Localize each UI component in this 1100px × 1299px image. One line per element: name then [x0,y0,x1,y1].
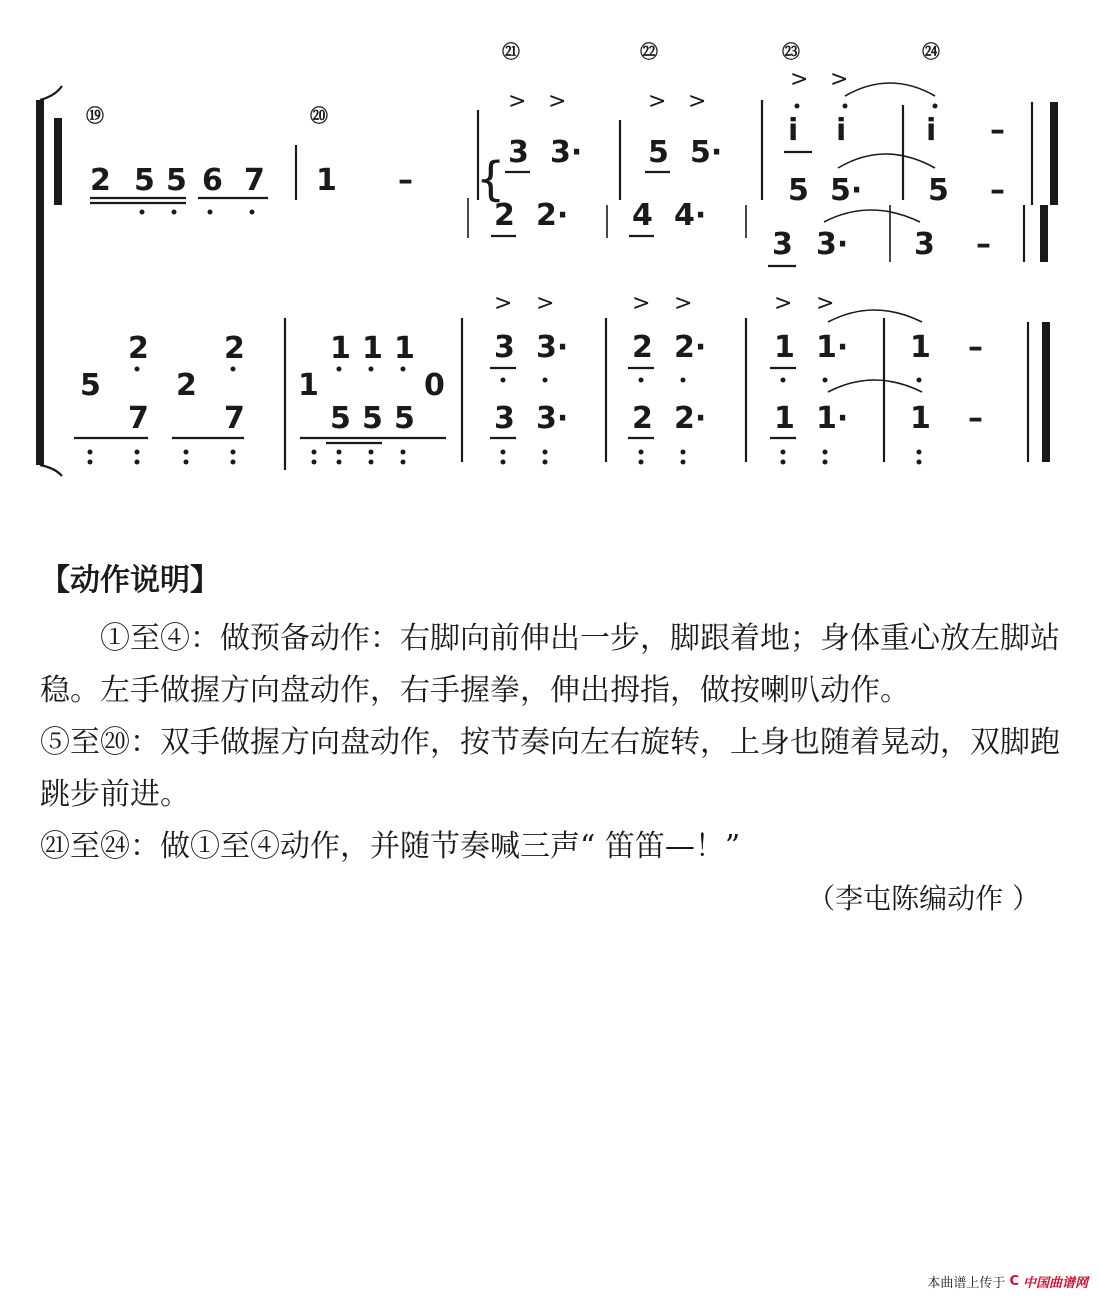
svg-text:–: – [990,173,1005,208]
svg-text:1: 1 [910,330,931,365]
svg-text:3: 3 [494,330,515,365]
svg-text:>: > [508,89,527,114]
upload-footer [927,1272,1088,1291]
svg-text:>: > [790,67,809,92]
svg-text:–: – [398,163,413,198]
svg-text:–: – [968,330,983,365]
measure-number-22: ㉒ [640,42,658,63]
svg-text:3·: 3· [550,135,583,170]
measure-number-19: ⑲ [86,106,104,127]
notes-paragraph-2: ⑤至⑳：双手做握方向盘动作，按节奏向左右旋转，上身也随着晃动，双脚跑跳步前进。 [40,725,1060,812]
accompaniment-measure-20 [298,331,446,465]
svg-text:3·: 3· [816,227,849,262]
svg-text:2: 2 [632,330,653,365]
system-brace-hook [40,86,62,100]
svg-text:5: 5 [166,163,187,198]
svg-text:1: 1 [774,330,795,365]
svg-text:5·: 5· [690,135,723,170]
part2-measures-23-24 [788,154,1005,208]
svg-text:5: 5 [394,401,415,436]
svg-text:1: 1 [362,331,383,366]
svg-text:5: 5 [788,173,809,208]
svg-text:>: > [688,89,707,114]
svg-text:1: 1 [330,331,351,366]
svg-text:2: 2 [90,163,111,198]
numbered-music-score [0,0,1100,500]
svg-text:1: 1 [394,331,415,366]
accent-marks-bottom [494,291,834,316]
choreography-credit: （李屯陈编动作 ） [807,882,1040,915]
svg-text:2: 2 [632,401,653,436]
svg-text:5: 5 [928,173,949,208]
footer-text: 本曲谱上传于 [927,1276,1006,1291]
svg-text:>: > [816,291,835,316]
part3-measures-23-24 [768,205,991,266]
svg-text:>: > [632,291,651,316]
measure-number-23: ㉓ [782,42,800,63]
svg-text:7: 7 [244,163,265,198]
svg-text:i: i [788,113,799,148]
svg-text:1: 1 [298,368,319,403]
svg-text:2·: 2· [674,330,707,365]
divisi-brace: { [476,152,506,206]
svg-text:5: 5 [134,163,155,198]
site-logo-icon: C [1009,1274,1019,1289]
svg-text:6: 6 [202,163,223,198]
melody-measure-20 [316,163,413,198]
action-notes [40,555,1060,917]
melody-measure-19 [90,163,268,215]
svg-text:i: i [926,113,937,148]
measure-number-21: ㉑ [502,42,520,63]
notes-paragraph-1: ①至④：做预备动作：右脚向前伸出一步，脚跟着地；身体重心放左脚站稳。左手做握方向盘动作，右手握拳，伸出拇指，做按喇叭动作。 [40,621,1060,708]
svg-text:–: – [990,113,1005,148]
svg-text:–: – [968,401,983,436]
svg-text:4: 4 [632,198,653,233]
svg-text:>: > [536,291,555,316]
svg-text:7: 7 [128,401,149,436]
site-logo-text: 中国曲谱网 [1022,1276,1088,1291]
svg-text:5: 5 [330,401,351,436]
svg-text:4·: 4· [674,198,707,233]
svg-text:>: > [494,291,513,316]
svg-text:5: 5 [362,401,383,436]
svg-text:3: 3 [914,227,935,262]
notes-paragraph-3: ㉑至㉔：做①至④动作，并随节奏喊三声“ 笛笛—！” [40,829,741,864]
svg-text:>: > [648,89,667,114]
svg-text:3: 3 [508,135,529,170]
accompaniment-measures-23-24 [770,310,983,465]
svg-text:5: 5 [80,368,101,403]
svg-text:5: 5 [648,135,669,170]
accompaniment-measure-19 [74,331,245,465]
svg-text:1·: 1· [816,330,849,365]
svg-text:>: > [548,89,567,114]
part1-measures-23-24 [784,83,1005,152]
system-brace-hook-bottom [40,465,62,476]
notes-heading: 【动作说明】 [40,563,220,598]
svg-text:1: 1 [316,163,337,198]
svg-text:2: 2 [494,198,515,233]
svg-text:3: 3 [772,227,793,262]
svg-text:1: 1 [774,401,795,436]
svg-text:5·: 5· [830,173,863,208]
svg-text:i: i [836,113,847,148]
svg-text:>: > [774,291,793,316]
svg-text:2·: 2· [536,198,569,233]
svg-text:>: > [830,67,849,92]
svg-text:7: 7 [224,401,245,436]
svg-text:2: 2 [224,331,245,366]
svg-text:2·: 2· [674,401,707,436]
upper-voice-measures-21-22 [505,135,722,172]
svg-text:2: 2 [128,331,149,366]
measure-number-20: ⑳ [310,106,328,127]
measure-number-24: ㉔ [922,42,940,63]
svg-text:3: 3 [494,401,515,436]
svg-text:1·: 1· [816,401,849,436]
svg-text:2: 2 [176,368,197,403]
svg-text:0: 0 [424,368,445,403]
svg-text:3·: 3· [536,401,569,436]
accompaniment-measures-21-22 [490,330,706,465]
svg-text:1: 1 [910,401,931,436]
svg-text:>: > [674,291,693,316]
svg-text:3·: 3· [536,330,569,365]
lower-voice-measures-21-22 [468,198,746,238]
svg-text:–: – [976,227,991,262]
